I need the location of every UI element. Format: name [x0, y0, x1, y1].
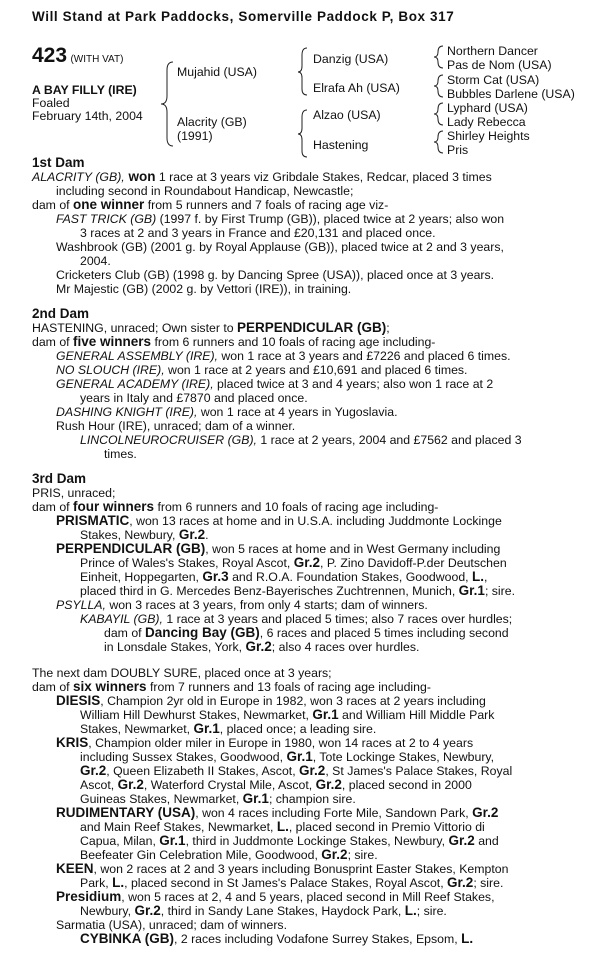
sdd: Bubbles Darlene (USA) [447, 87, 575, 101]
text-line: HASTENING, unraced; Own sister to PERPENDICULAR (GB); [32, 320, 390, 335]
text-line: Capua, Milan, Gr.1, third in Juddmonte Lockinge Stakes, Newbury, Gr.2 and [80, 833, 499, 848]
foaled-date: February 14th, 2004 [32, 109, 143, 123]
dam-year: (1991) [177, 129, 213, 143]
sire-dam: Elrafa Ah (USA) [313, 81, 400, 95]
text-line: CYBINKA (GB), 2 races including Vodafone Surrey Stakes, Epsom, L. [80, 931, 474, 946]
text-line: 3 races at 2 and 3 years in France and £20,131 and placed once. [80, 226, 436, 240]
text-line: Washbrook (GB) (2001 g. by Royal Applause (GB)), placed twice at 2 and 3 years, [56, 240, 504, 254]
vat-note: (WITH VAT) [70, 54, 124, 65]
text-line: in Lonsdale Stakes, York, Gr.2; also 4 races over hurdles. [104, 639, 420, 654]
text-line: PSYLLA, won 3 races at 3 years, from only 4 starts; dam of winners. [56, 598, 428, 612]
text-line: Prince of Wales's Stakes, Royal Ascot, Gr.2, P. Zino Davidoff-P.der Deutschen [80, 555, 507, 570]
text-line: William Hill Dewhurst Stakes, Newmarket, Gr.1 and William Hill Middle Park [80, 707, 495, 722]
section-heading: 3rd Dam [32, 471, 87, 486]
text-line: Newbury, Gr.2, third in Sandy Lane Stakes, Haydock Park, L.; sire. [80, 903, 447, 918]
text-line: Stakes, Newbury, Gr.2. [80, 527, 209, 542]
text-line: KABAYIL (GB), 1 race at 3 years and placed 5 times; also 7 races over hurdles; [80, 612, 513, 626]
dds: Shirley Heights [447, 129, 530, 143]
text-line: KRIS, Champion older miler in Europe in 1980, won 14 races at 2 to 4 years [56, 735, 474, 750]
dam-sire: Alzao (USA) [313, 108, 381, 122]
dam: Alacrity (GB) [177, 115, 247, 129]
dss: Lyphard (USA) [447, 101, 528, 115]
text-line: LINCOLNEUROCRUISER (GB), 1 race at 2 years, 2004 and £7562 and placed 3 [80, 433, 522, 447]
sss: Northern Dancer [447, 44, 538, 58]
text-line: Cricketers Club (GB) (1998 g. by Dancing Spree (USA)), placed once at 3 years. [56, 268, 495, 282]
text-line: NO SLOUCH (IRE), won 1 race at 2 years and £10,691 and placed 6 times. [56, 363, 468, 377]
ddd: Pris [447, 143, 469, 157]
text-line: times. [104, 447, 137, 461]
text-line: placed third in G. Mercedes Benz-Bayerisches Zuchtrennen, Munich, Gr.1; sire. [80, 583, 516, 598]
dam-dam: Hastening [313, 138, 369, 152]
sds: Storm Cat (USA) [447, 73, 540, 87]
text-line: PERPENDICULAR (GB), won 5 races at home and in West Germany including [56, 541, 501, 556]
page-title: Will Stand at Park Paddocks, Somerville Paddock P, Box 317 [32, 9, 455, 24]
foaled-label: Foaled [32, 96, 70, 110]
ssd: Pas de Nom (USA) [447, 58, 552, 72]
text-line: Sarmatia (USA), unraced; dam of winners. [56, 918, 287, 932]
text-line: and Main Reef Stakes, Newmarket, L., placed second in Premio Vittorio di [80, 819, 485, 834]
text-line: dam of four winners from 6 runners and 10 foals of racing age including- [32, 499, 439, 514]
text-line: dam of six winners from 7 runners and 13 foals of racing age including- [32, 679, 431, 694]
text-line: dam of five winners from 6 runners and 10 foals of racing age including- [32, 334, 436, 349]
lot-number: 423 [32, 44, 68, 67]
dsd: Lady Rebecca [447, 115, 526, 129]
text-line: GENERAL ASSEMBLY (IRE), won 1 race at 3 years and £7226 and placed 6 times. [56, 349, 511, 363]
text-line: Mr Majestic (GB) (2002 g. by Vettori (IRE)), in training. [56, 282, 352, 296]
lot-name: A BAY FILLY (IRE) [32, 83, 137, 97]
text-line: DIESIS, Champion 2yr old in Europe in 1982, won 3 races at 2 years including [56, 693, 486, 708]
text-line: years in Italy and £7870 and placed once. [80, 391, 308, 405]
text-line: Ascot, Gr.2, Waterford Crystal Mile, Ascot, Gr.2, placed second in 2000 [80, 777, 472, 792]
text-line: The next dam DOUBLY SURE, placed once at 3 years; [32, 666, 332, 680]
sire: Mujahid (USA) [177, 65, 257, 79]
text-line: dam of Dancing Bay (GB), 6 races and placed 5 times including second [104, 625, 509, 640]
text-line: Guineas Stakes, Newmarket, Gr.1; champion sire. [80, 791, 356, 806]
section-heading: 2nd Dam [32, 306, 90, 321]
text-line: KEEN, won 2 races at 2 and 3 years including Bonusprint Easter Stakes, Kempton [56, 861, 509, 876]
text-line: DASHING KNIGHT (IRE), won 1 race at 4 years in Yugoslavia. [56, 405, 398, 419]
text-line: ALACRITY (GB), won 1 race at 3 years viz Gribdale Stakes, Redcar, placed 3 times [32, 169, 492, 184]
text-line: 2004. [80, 254, 111, 268]
text-line: Presidium, won 5 races at 2, 4 and 5 years, placed second in Mill Reef Stakes, [56, 889, 495, 904]
text-line: PRISMATIC, won 13 races at home and in U.S.A. including Juddmonte Lockinge [56, 513, 502, 528]
text-line: Einheit, Hoppegarten, Gr.3 and R.O.A. Foundation Stakes, Goodwood, L., [80, 569, 488, 584]
text-line: including second in Roundabout Handicap, Newcastle; [56, 184, 354, 198]
text-line: FAST TRICK (GB) (1997 f. by First Trump (GB)), placed twice at 2 years; also won [56, 212, 505, 226]
text-line: Stakes, Newmarket, Gr.1, placed once; a leading sire. [80, 721, 377, 736]
text-line: PRIS, unraced; [32, 486, 116, 500]
text-line: including Sussex Stakes, Goodwood, Gr.1, Tote Lockinge Stakes, Newbury, [80, 749, 495, 764]
text-line: Gr.2, Queen Elizabeth II Stakes, Ascot, Gr.2, St James's Palace Stakes, Royal [80, 763, 513, 778]
text-line: Beefeater Gin Celebration Mile, Goodwood, Gr.2; sire. [80, 847, 378, 862]
text-line: RUDIMENTARY (USA), won 4 races including Forte Mile, Sandown Park, Gr.2 [56, 805, 499, 820]
text-line: Rush Hour (IRE), unraced; dam of a winner. [56, 419, 296, 433]
text-line: GENERAL ACADEMY (IRE), placed twice at 3 and 4 years; also won 1 race at 2 [56, 377, 494, 391]
text-line: dam of one winner from 5 runners and 7 foals of racing age viz- [32, 197, 389, 212]
sire-sire: Danzig (USA) [313, 52, 389, 66]
section-heading: 1st Dam [32, 155, 85, 170]
text-line: Park, L., placed second in St James's Palace Stakes, Royal Ascot, Gr.2; sire. [80, 875, 504, 890]
